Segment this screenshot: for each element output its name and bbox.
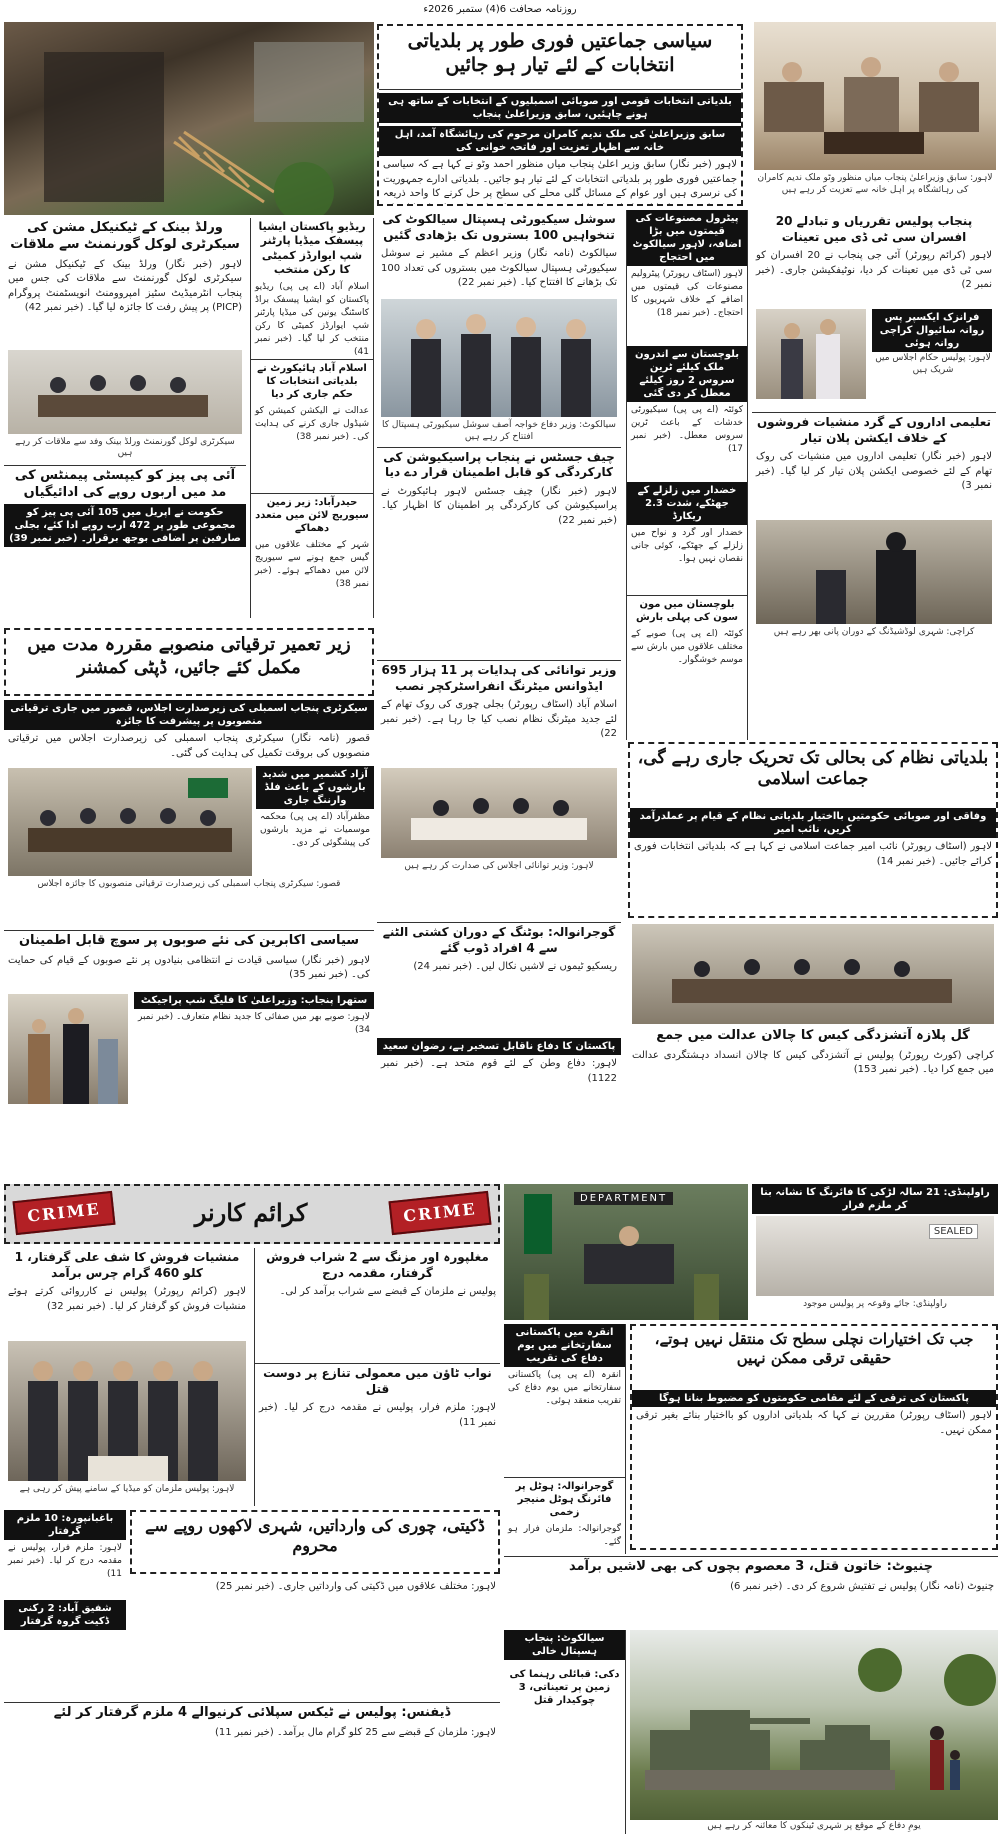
sialkot-b2: لاہور (خبر نگار) چیف جسٹس لاہور ہائیکورٹ نے پراسیکیوشن کی کارکردگی پر اطمینان کا اظہار کیا۔ (خبر نمبر 22) (381, 485, 617, 526)
ribbon-cutting-graphic (381, 299, 617, 417)
crime-title: کرائم کارنر (194, 1198, 308, 1227)
energy-photo (381, 768, 617, 858)
local-body-sub: وفاقی اور صوبائی حکومتیں بااختیار بلدیاتی نظام کے قیام پر عملدرآمد کریں، نائب امیر (630, 808, 996, 838)
sialkot-cap: سیالکوٹ: وزیر دفاع خواجہ آصف سوشل سیکیورٹی ہسپتال کا افتتاح کر رہے ہیں (382, 420, 616, 442)
mid-h2: اسلام آباد ہائیکورٹ نے بلدیاتی انتخابات کا حکم جاری کر دیا (251, 359, 373, 403)
police-suspects-graphic (8, 1341, 246, 1481)
authority-article (630, 1324, 998, 1550)
rawalpindi-col (752, 1184, 998, 1320)
mid-b1: اسلام آباد (اے پی پی) ریڈیو پاکستان کو ایشیا پیسفک براڈ کاسٹنگ یونین کی میڈیا پارٹنر شپ ایوارڈز کمیٹی کا رکن منتخب کر لیا گیا۔ (خبر نمبر 41) (255, 282, 369, 358)
crime-b2: پولیس نے ملزمان کے قبضے سے شراب برآمد کر لی۔ (279, 1286, 496, 1298)
uc-photo (8, 768, 252, 876)
crime-logo-left: CRIME (12, 1191, 115, 1235)
water-queue-graphic (756, 520, 992, 624)
meeting-table-graphic (8, 350, 242, 434)
energy-b: اسلام آباد (اسٹاف رپورٹر) بجلی چوری کی روک تھام کے لئے جدید میٹرنگ نظام نصب کیا جا رہا ہے۔ (خبر نمبر 22) (381, 699, 617, 740)
crime-h6: باغبانپورہ: 10 ملزم گرفتار (4, 1510, 126, 1540)
dacoity-body-box (130, 1578, 500, 1698)
dacoity-headline: ڈکیتی، چوری کی وارداتیں، شہری لاکھوں روپے سے محروم (145, 1516, 485, 1555)
crime-h7: شفیق آباد: 2 رکنی ڈکیت گروہ گرفتار (4, 1600, 126, 1630)
politics-h2: ستھرا پنجاب: وزیراعلیٰ کا فلیگ شپ پراجیکٹ (134, 992, 374, 1009)
crime-small-body: لاہور: ملزم فرار، پولیس نے مقدمہ درج کر لیا۔ (خبر نمبر 11) (8, 1543, 122, 1580)
petrol-h4: بلوچستان میں مون سون کی پہلی بارش (627, 595, 747, 626)
masthead: روزنامہ صحافت 6(4) ستمبر 2026ء (423, 4, 577, 15)
sialkot-b1: سیالکوٹ (نامہ نگار) وزیر اعظم کے مشیر نے سوشل سیکیورٹی ہسپتال سیالکوٹ میں بستروں کی تعداد 100 تک بڑھانے کا افتتاح کیا۔ (خبر نمبر 22) (381, 248, 617, 289)
right-b3: لاہور (خبر نگار) تعلیمی اداروں میں منشیات کی روک تھام کے لئے خصوصی ایکشن پلان تیار کر لیا گیا۔ (خبر نمبر 3) (756, 451, 992, 492)
meeting-photo-top-right (754, 22, 996, 170)
tanks-graphic (630, 1630, 998, 1820)
cm-h4: پاکستان کا دفاع ناقابل تسخیر ہے، رضوان سعید (377, 1038, 621, 1055)
petrol-b2: کوئٹہ (اے پی پی) سیکیورٹی خدشات کے باعث ٹرین سروس معطل۔ (خبر نمبر 17) (631, 405, 743, 455)
top-center-sub1: بلدیاتی انتخابات قومی اور صوبائی اسمبلیوں کے انتخابات کے ساتھ ہی ہونے چاہئیں، سابق وزیراعلیٰ پنجاب (379, 93, 741, 123)
sialkot-photo (381, 299, 617, 417)
left-col (4, 218, 246, 618)
authority-sub: پاکستان کی ترقی کے لئے مقامی حکومتوں کو مضبوط بنانا ہوگا (632, 1390, 996, 1407)
crime-logo-right: CRIME (388, 1191, 491, 1235)
chiniot-b: چنیوٹ (نامہ نگار) پولیس نے تفتیش شروع کر دی۔ (خبر نمبر 6) (730, 1580, 994, 1592)
chiniot-h: چنیوٹ: خاتون قتل، 3 معصوم بچوں کی بھی لاشیں برآمد (568, 1559, 934, 1574)
mid-col (250, 218, 374, 618)
mid-b3: شہر کے مختلف علاقوں میں گیس جمع ہونے سے سیوریج لائن میں دھماکے ہوئے۔ (خبر نمبر 38) (255, 540, 369, 590)
right-col (752, 212, 996, 740)
gujranwala-b: گوجرانوالہ: ملزمان فرار ہو گئے۔ (508, 1524, 621, 1548)
authority-headline: جب تک اختیارات نچلی سطح تک منتقل نہیں ہوتے، حقیقی ترقی ممکن نہیں (654, 1330, 974, 1367)
ankara-h: انقرہ میں پاکستانی سفارتخانے میں یوم دفاع کی تقریب (504, 1324, 625, 1367)
petrol-h3: خضدار میں زلزلے کے جھٹکے، شدت 2.3 ریکارڈ (627, 482, 747, 525)
duki-h: دکی: قبائلی رہنما کی زمین پر تعیناتی، 3 چوکیدار قتل (509, 1669, 620, 1706)
people-graphic (8, 994, 128, 1104)
mid-h1: ریڈیو پاکستان ایشیا پیسفک میڈیا پارٹنر شپ ایوارڈز کمیٹی کا رکن منتخب (258, 220, 366, 276)
crime-cap1: لاہور: پولیس ملزمان کو میڈیا کے سامنے پیش کر رہی ہے (19, 1484, 235, 1495)
right-b1: لاہور (کرائم رپورٹر) آئی جی پنجاب نے 20 افسران کو سی ٹی ڈی میں تعینات کر دیا، نوٹیفکیشن جاری۔ (خبر نمبر 2) (756, 250, 992, 291)
rawalpindi-cap: راولپنڈی: جائے وقوعہ پر پولیس موجود (803, 1299, 947, 1309)
crime-corner (4, 1184, 500, 1244)
dacoity-b: لاہور: مختلف علاقوں میں ڈکیتی کی وارداتیں جاری۔ (خبر نمبر 25) (215, 1581, 496, 1592)
right-h3: تعلیمی اداروں کے گرد منشیات فروشوں کے خلاف ایکشن پلان تیار (752, 412, 996, 448)
chiniot-article (504, 1556, 998, 1626)
gul-meeting-graphic (632, 924, 994, 1024)
sofa-scene-graphic (754, 22, 996, 170)
sialkot-hospital-col (504, 1630, 626, 1834)
left-meeting-photo (8, 350, 242, 434)
local-body-b: لاہور (اسٹاف رپورٹر) نائب امیر جماعت اسلامی نے کہا ہے کہ بلدیاتی انتخابات فوری کرائے جائیں۔ (خبر نمبر 14) (634, 841, 992, 867)
conference-graphic (8, 768, 252, 876)
right-photo-1 (756, 309, 866, 399)
ceremony-graphic (504, 1184, 748, 1320)
cm-col (377, 922, 621, 1180)
crime-h5: ڈیفنس: پولیس نے ٹیکس سپلائی کرنیوالے 4 ملزم گرفتار کر لئے (53, 1705, 451, 1720)
sealed-sign: SEALED (929, 1224, 978, 1239)
politics-b2: لاہور: صوبے بھر میں صفائی کا جدید نظام متعارف۔ (خبر نمبر 34) (138, 1011, 370, 1035)
uc-b2: مظفرآباد (اے پی پی) محکمہ موسمیات نے مزید بارشوں کی پیشگوئی کر دی۔ (260, 812, 370, 849)
politics-col (4, 930, 374, 1180)
right-h2: فرانزک ایکسپر پس روانہ سائیوال کراچی روانہ ہوئی (872, 309, 992, 352)
crime-b5: لاہور: ملزمان کے قبضے سے 25 کلو گرام مال برآمد۔ (خبر نمبر 11) (215, 1726, 496, 1738)
petrol-h2: بلوچستان سے اندرون ملک کیلئے ٹرین سروس 2 روز کیلئے معطل کر دی گئی (627, 346, 747, 402)
petrol-b4: کوئٹہ (اے پی پی) صوبے کے مختلف علاقوں میں بارش سے موسم خوشگوار۔ (631, 629, 743, 666)
left-cap1: سیکرٹری لوکل گورنمنٹ ورلڈ بینک وفد سے ملاقات کر رہے ہیں (15, 436, 235, 459)
right-h1: پنجاب پولیس تقرریاں و تبادلے 20 افسران سی ٹی ڈی میں تعینات (775, 214, 973, 244)
petrol-h: پیٹرول مصنوعات کی قیمتوں میں بڑا اضافہ، لاہور سیالکوٹ میں احتجاج (627, 210, 747, 266)
petrol-col (626, 210, 748, 740)
energy-meeting-graphic (381, 768, 617, 858)
right-cap2: کراچی: شہری لوڈشیڈنگ کے دوران پانی بھر رہے ہیں (773, 627, 975, 638)
left-b1: لاہور (خبر نگار) ورلڈ بینک کے ٹیکنیکل مشن نے سیکرٹری لوکل گورنمنٹ سے ملاقات کی جس میں پنجاب انٹرمیڈیٹ سٹیز امپروومنٹ انویسٹمنٹ پروگرام (PICP) پر پیش رفت کا جائزہ لیا گیا۔ (خبر نمبر 42) (8, 258, 242, 314)
top-center-article (377, 24, 743, 206)
sialkot-hospital-h: سیالکوٹ: پنجاب ہسپتال خالی (504, 1630, 625, 1660)
local-body-article (628, 742, 998, 918)
crime-right-col (254, 1248, 500, 1506)
ankara-b: انقرہ (اے پی پی) پاکستانی سفارتخانے میں یوم دفاع کی تقریب منعقد ہوئی۔ (508, 1370, 621, 1407)
sialkot-article (377, 210, 621, 618)
crime-h1: منشیات فروش کا شف علی گرفتار، 1 کلو 460 گرام چرس برآمد (14, 1250, 240, 1280)
right-photo-2 (756, 520, 992, 624)
politics-photo (8, 994, 128, 1104)
authority-b: لاہور (اسٹاف رپورٹر) مقررین نے کہا کہ بلدیاتی اداروں کو بااختیار بنائے بغیر ترقی ممکن نہیں۔ (636, 1410, 992, 1436)
sialkot-h2: چیف جسٹس نے پنجاب پراسیکیوشن کی کارکردگی کو قابل اطمینان قرار دے دیا (377, 447, 621, 483)
tanks-park-photo (630, 1630, 998, 1820)
politics-b1: لاہور (خبر نگار) سیاسی قیادت نے انتظامی بنیادوں پر نئے صوبوں کے قیام کی حمایت کی۔ (خبر نمبر 35) (8, 954, 370, 981)
ankara-col (504, 1324, 626, 1554)
crime-left-col (4, 1248, 250, 1506)
uc-cap: قصور: سیکرٹری پنجاب اسمبلی کی زیرصدارت ترقیاتی منصوبوں کا جائزہ اجلاس (37, 879, 341, 889)
rawalpindi-h: راولپنڈی: 21 سالہ لڑکی کا فائرنگ کا نشانہ بنا کر ملزم فرار (752, 1184, 998, 1214)
energy-cap: لاہور: وزیر توانائی اجلاس کی صدارت کر رہے ہیں (404, 861, 594, 872)
local-body-headline: بلدیاتی نظام کی بحالی تک تحریک جاری رہے گی، جماعت اسلامی (637, 748, 989, 790)
rawalpindi-photo (756, 1216, 994, 1296)
uc-headline: زیر تعمیر ترقیاتی منصوبے مقررہ مدت میں مکمل کئے جائیں، ڈپٹی کمشنر (27, 634, 351, 678)
gul-h1: گل پلازہ آتشزدگی کیس کا چالان عدالت میں جمع (656, 1028, 970, 1043)
defence-police-article (4, 1702, 500, 1834)
mid-h3: حیدرآباد: زیر زمین سیوریج لائن میں متعدد دھماکے (251, 493, 373, 537)
construction-photo (4, 22, 374, 215)
uc-b: قصور (نامہ نگار) سیکرٹری پنجاب اسمبلی کی زیرصدارت اجلاس میں ترقیاتی منصوبوں کی بروقت تکمیل کی ہدایت کی گئی۔ (8, 733, 370, 759)
top-right-caption: لاہور: سابق وزیراعلیٰ پنجاب میاں منظور وٹو ملک ندیم کامران کی رہائشگاہ پر اہل خانہ سے تعزیت کر رہے ہیں (757, 173, 993, 195)
officials-graphic (756, 309, 866, 399)
top-center-headline: سیاسی جماعتیں فوری طور پر بلدیاتی انتخابات کے لئے تیار ہو جائیں (379, 26, 741, 90)
tanks-caption: یومِ دفاع کے موقع پر شہری ٹینکوں کا معائنہ کر رہے ہیں (707, 1821, 921, 1831)
top-center-sub2: سابق وزیراعلیٰ کی ملک ندیم کامران مرحوم کی رہائشگاہ آمد، اہل خانہ سے اظہار تعزیت اور فاتحہ خوانی کی (379, 126, 741, 156)
crime-photo (8, 1341, 246, 1481)
cm-b4: لاہور: دفاع وطن کے لئے قوم متحد ہے۔ (خبر نمبر 1122) (381, 1058, 617, 1084)
energy-h: وزیر توانائی کی ہدایات پر 11 ہزار 695 ایڈوانس میٹرنگ انفراسٹرکچر نصب (381, 663, 617, 693)
top-center-body: لاہور (خبر نگار) سابق وزیر اعلیٰ پنجاب میاں منظور احمد وٹو نے کہا ہے کہ سیاسی جماعتیں فوری طور پر بلدیاتی انتخابات کے لئے تیار ہو جائیں۔ بلدیاتی ادارے جمہوریت کی نرسری ہیں اور عوام کے مسائل گلی محلے کی سطح پر حل کرنے کا واحد ذریعہ (383, 159, 737, 199)
crime-b3: لاہور: ملزم فرار، پولیس نے مقدمہ درج کر لیا۔ (خبر نمبر 11) (259, 1402, 496, 1428)
politics-h1: سیاسی اکابرین کی نئے صوبوں پر سوچ قابل اطمینان (18, 933, 360, 948)
gul-plaza-col (628, 922, 998, 1180)
department-sign: DEPARTMENT (574, 1192, 673, 1205)
crime-h3: نواب ٹاؤن میں معمولی تنازع پر دوست قتل (255, 1363, 500, 1399)
gul-b1: کراچی (کورٹ رپورٹر) پولیس نے آتشزدگی کیس کا چالان انسداد دہشتگردی عدالت میں جمع کرا دیا۔ (خبر نمبر 153) (632, 1049, 994, 1076)
right-cap1: لاہور: پولیس حکام اجلاس میں شریک ہیں (875, 353, 991, 375)
gul-plaza-photo (632, 924, 994, 1024)
crime-h2: مغلپورہ اور مزنگ سے 2 شراب فروش گرفتار، مقدمہ درج (266, 1250, 489, 1280)
sialkot-h1: سوشل سیکیورٹی ہسپتال سیالکوٹ کی تنخواہیں 100 بستروں تک بڑھادی گئیں (382, 212, 616, 242)
cm-h3: گوجرانوالہ: بوٹنگ کے دوران کشتی الٹنے سے 4 افراد ڈوب گئے (377, 922, 621, 958)
cm-b3: ریسکیو ٹیموں نے لاشیں نکال لیں۔ (خبر نمبر 24) (413, 961, 617, 973)
construction-scaffold-graphic (4, 22, 374, 215)
crime-b1: لاہور (کرائم رپورٹر) پولیس نے کارروائی کرتے ہوئے منشیات فروش کو گرفتار کر لیا۔ (خبر نمبر 32) (8, 1286, 246, 1312)
gujranwala-h: گوجرانوالہ: ہوٹل پر فائرنگ ہوٹل منیجر زخمی (504, 1477, 625, 1521)
crime-small-col (4, 1510, 126, 1698)
uc-sub: سیکرٹری پنجاب اسمبلی کی زیرصدارت اجلاس، قصور میں جاری ترقیاتی منصوبوں پر پیشرفت کا جائزہ (4, 700, 374, 730)
left-h2: آئی پی پیز کو کیپسٹی پیمنٹس کی مد میں اربوں روپے کی ادائیگیاں (4, 465, 246, 504)
department-photo (504, 1184, 748, 1320)
mid-b2: عدالت نے الیکشن کمیشن کو شیڈول جاری کرنے کی ہدایت کی۔ (خبر نمبر 38) (255, 406, 369, 443)
left-b2: حکومت نے اپریل میں 105 آئی پی پیز کو مجموعی طور پر 472 ارب روپے ادا کئے، بجلی صارفین پر اضافی بوجھ برقرار۔ (خبر نمبر 39) (4, 504, 246, 547)
left-h1: ورلڈ بینک کے ٹیکنیکل مشن کی سیکرٹری لوکل گورنمنٹ سے ملاقات (10, 220, 240, 252)
uc-h2: آزاد کشمیر میں شدید بارشوں کے باعث فلڈ وارننگ جاری (256, 766, 374, 809)
energy-article (377, 660, 621, 922)
under-construction-article (4, 628, 374, 696)
petrol-b: لاہور (اسٹاف رپورٹر) پیٹرولیم مصنوعات کی قیمتوں میں اضافے کے خلاف شہریوں کا احتجاج۔ (خبر نمبر 18) (631, 269, 743, 319)
petrol-b3: خضدار اور گرد و نواح میں زلزلے کے جھٹکے، کوئی جانی نقصان نہیں ہوا۔ (631, 528, 743, 565)
dacoity-article (130, 1510, 500, 1574)
